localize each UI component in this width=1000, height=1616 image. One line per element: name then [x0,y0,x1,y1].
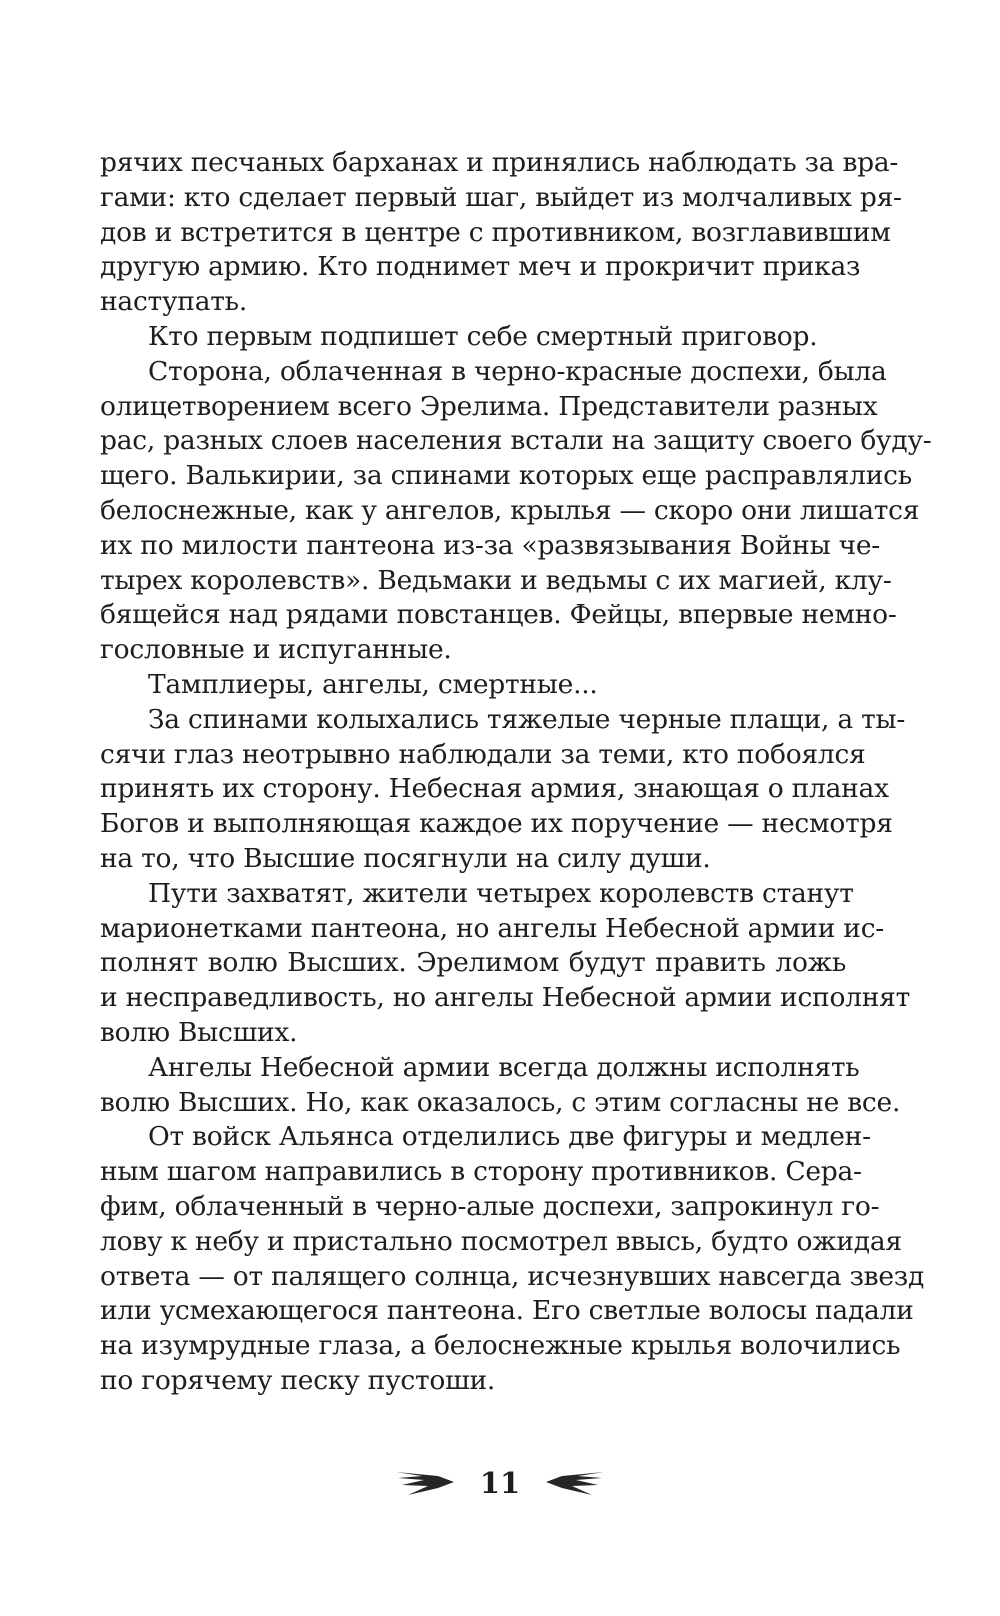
text-line: Ангелы Небесной армии всегда должны исполнять [148,1051,860,1083]
text-line: принять их сторону. Небесная армия, знающая о планах [100,773,889,805]
page-number: 11 [479,1465,521,1500]
text-line: полнят волю Высших. Эрелимом будут править ложь [100,947,846,979]
text-line: сячи глаз неотрывно наблюдали за теми, кто побоялся [100,738,866,770]
text-line: рячих песчаных барханах и принялись наблюдать за вра- [100,147,899,178]
text-line: От войск Альянса отделились две фигуры и медлен- [148,1121,871,1153]
text-line: дов и встретится в центре с противником, возглавившим [100,216,891,248]
text-line: на изумрудные глаза, а белоснежные крылья волочились [100,1330,901,1362]
text-line: гословные и испуганные. [100,634,452,666]
text-line: олицетворением всего Эрелима. Представители разных [100,390,878,422]
text-line: Пути захватят, жители четырех королевств станут [148,877,854,909]
text-line: тырех королевств». Ведьмаки и ведьмы с их магией, клу- [100,564,892,596]
text-line: марионетками пантеона, но ангелы Небесной армии ис- [100,912,885,944]
text-line: Богов и выполняющая каждое их поручение — несмотря [100,808,893,840]
text-line: по горячему песку пустоши. [100,1364,496,1396]
text-line: ответа — от палящего солнца, исчезнувших навсегда звезд [100,1260,925,1292]
text-line: или усмехающегося пантеона. Его светлые волосы падали [100,1295,914,1327]
text-line: наступать. [100,286,248,318]
text-line: ным шагом направились в сторону противников. Сера- [100,1156,862,1188]
body-text [100,146,932,1399]
text-line: лову к небу и пристально посмотрел ввысь, будто ожидая [100,1225,902,1257]
text-line: на то, что Высшие посягнули на силу души. [100,842,711,874]
text-line: фим, облаченный в черно-алые доспехи, запрокинул го- [100,1190,880,1222]
wing-right-icon [544,1468,606,1498]
wing-left-icon [394,1468,456,1498]
text-line: Сторона, облаченная в черно-красные доспехи, была [148,355,887,387]
text-line: За спинами колыхались тяжелые черные плащи, а ты- [148,703,906,735]
text-line: их по милости пантеона из-за «развязывания Войны че- [100,529,880,561]
text-line: бящейся над рядами повстанцев. Фейцы, впервые немно- [100,599,897,631]
text-line: Тамплиеры, ангелы, смертные... [148,668,598,700]
text-line: волю Высших. [100,1016,298,1048]
page-footer [0,1458,1000,1508]
text-line: волю Высших. Но, как оказалось, с этим согласны не все. [100,1086,901,1118]
text-line: гами: кто сделает первый шаг, выйдет из молчаливых ря- [100,181,902,213]
text-line: белоснежные, как у ангелов, крылья — скоро они лишатся [100,494,920,526]
text-line: и несправедливость, но ангелы Небесной армии исполнят [100,982,911,1014]
text-line: другую армию. Кто поднимет меч и прокричит приказ [100,251,861,283]
text-line: щего. Валькирии, за спинами которых еще расправлялись [100,460,912,492]
text-line: рас, разных слоев населения встали на защиту своего буду- [100,425,932,457]
text-line: Кто первым подпишет себе смертный приговор. [148,320,818,352]
